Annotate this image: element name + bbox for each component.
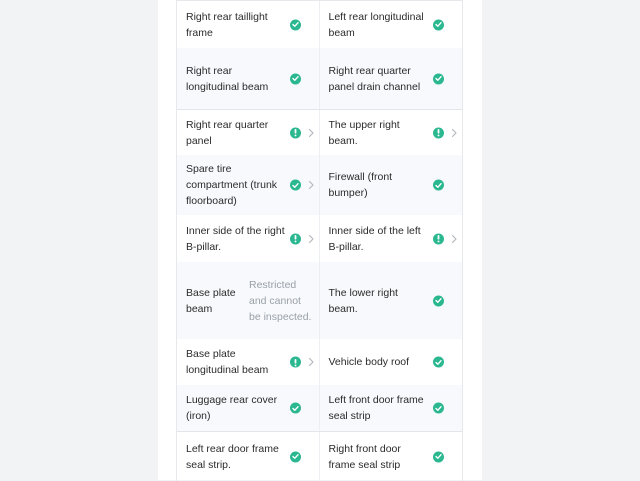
inspection-item bbox=[320, 262, 463, 339]
table-row bbox=[177, 109, 462, 155]
inspection-item bbox=[177, 262, 320, 339]
restricted-note: Restricted and cannot be inspected. bbox=[249, 278, 312, 323]
inspection-table bbox=[176, 0, 463, 481]
check-circle-icon bbox=[290, 19, 301, 30]
phone-screen bbox=[158, 0, 482, 480]
inspection-item bbox=[320, 432, 463, 481]
item-label: Left rear door frame seal strip. bbox=[186, 442, 279, 471]
item-label: Spare tire compartment (trunk floorboard) bbox=[186, 163, 278, 207]
check-circle-icon bbox=[433, 180, 444, 191]
check-circle-icon bbox=[433, 73, 444, 84]
table-row bbox=[177, 385, 462, 431]
inspection-item[interactable] bbox=[320, 110, 463, 155]
item-label: Vehicle body roof bbox=[328, 356, 410, 368]
chevron-right-icon[interactable] bbox=[450, 234, 458, 244]
table-row bbox=[177, 155, 462, 215]
inspection-item bbox=[320, 339, 463, 385]
chevron-right-icon[interactable] bbox=[307, 357, 315, 367]
chevron-right-icon[interactable] bbox=[307, 180, 315, 190]
item-label: Right rear taillight frame bbox=[186, 10, 268, 39]
inspection-item bbox=[320, 48, 463, 109]
item-label: Right rear quarter panel drain channel bbox=[328, 64, 421, 93]
table-row bbox=[177, 1, 462, 48]
check-circle-icon bbox=[290, 180, 301, 191]
chevron-right-icon[interactable] bbox=[450, 128, 458, 138]
item-label: The lower right beam. bbox=[328, 286, 398, 315]
inspection-item bbox=[177, 48, 320, 109]
item-label: Inner side of the right B-pillar. bbox=[186, 224, 285, 253]
item-label: Right rear longitudinal beam bbox=[186, 64, 269, 93]
chevron-right-icon[interactable] bbox=[307, 128, 315, 138]
inspection-item bbox=[320, 385, 463, 431]
item-label: Luggage rear cover (iron) bbox=[186, 394, 278, 422]
check-circle-icon bbox=[290, 451, 301, 462]
table-row bbox=[177, 339, 462, 385]
inspection-item bbox=[320, 155, 463, 215]
item-label: Right front door frame seal strip bbox=[328, 442, 401, 471]
check-circle-icon bbox=[290, 403, 301, 414]
item-label: Left front door frame seal strip bbox=[328, 394, 424, 422]
table-row bbox=[177, 215, 462, 262]
check-circle-icon bbox=[433, 19, 444, 30]
check-circle-icon bbox=[433, 295, 444, 306]
exclamation-circle-icon bbox=[290, 233, 301, 244]
inspection-item bbox=[177, 432, 320, 481]
item-label: Right rear quarter panel bbox=[186, 118, 269, 147]
check-circle-icon bbox=[433, 403, 444, 414]
item-label: Firewall (front bumper) bbox=[328, 171, 393, 199]
exclamation-circle-icon bbox=[433, 127, 444, 138]
exclamation-circle-icon bbox=[433, 233, 444, 244]
check-circle-icon bbox=[433, 357, 444, 368]
table-row bbox=[177, 48, 462, 109]
check-circle-icon bbox=[290, 73, 301, 84]
inspection-item bbox=[320, 1, 463, 48]
item-label: The upper right beam. bbox=[328, 118, 400, 147]
inspection-item[interactable] bbox=[177, 215, 320, 262]
inspection-item[interactable] bbox=[177, 339, 320, 385]
inspection-item bbox=[177, 385, 320, 431]
item-label: Inner side of the left B-pillar. bbox=[328, 224, 421, 253]
inspection-item[interactable] bbox=[177, 155, 320, 215]
item-label: Base plate longitudinal beam bbox=[186, 348, 269, 376]
check-circle-icon bbox=[433, 451, 444, 462]
item-label: Base plate beam bbox=[186, 286, 236, 315]
table-row bbox=[177, 431, 462, 481]
exclamation-circle-icon bbox=[290, 357, 301, 368]
chevron-right-icon[interactable] bbox=[307, 234, 315, 244]
inspection-item[interactable] bbox=[320, 215, 463, 262]
inspection-item[interactable] bbox=[177, 110, 320, 155]
inspection-item bbox=[177, 1, 320, 48]
table-row bbox=[177, 262, 462, 339]
exclamation-circle-icon bbox=[290, 127, 301, 138]
item-label: Left rear longitudinal beam bbox=[328, 10, 424, 39]
